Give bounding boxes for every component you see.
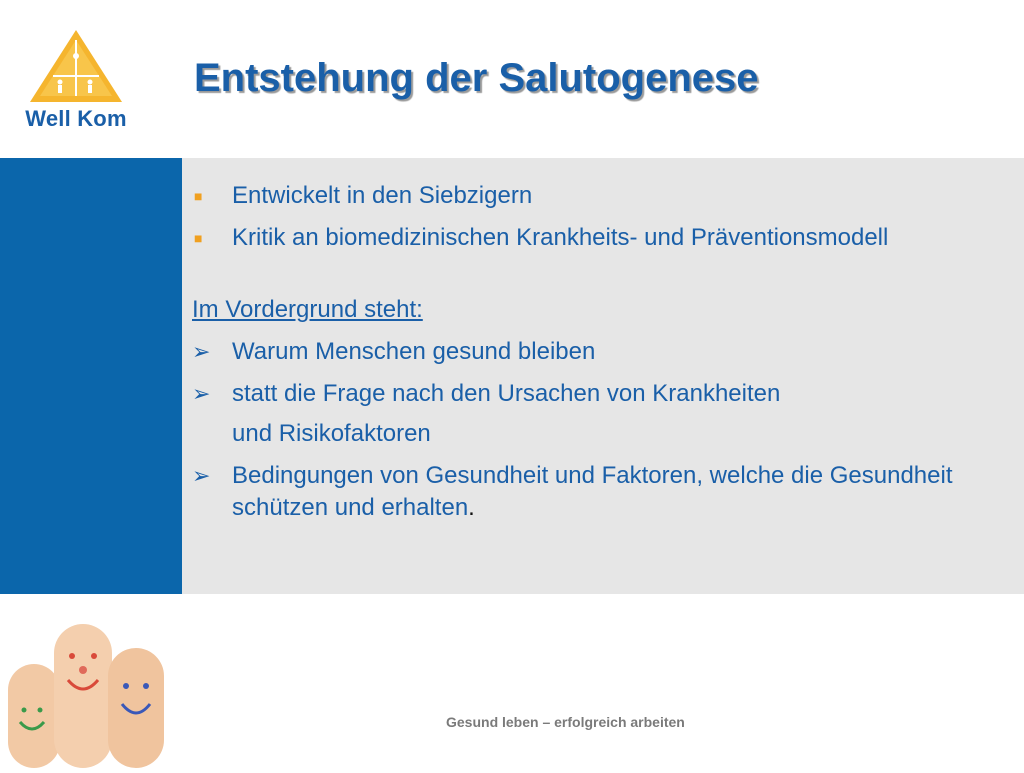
finger-faces-image <box>0 612 190 768</box>
well-kom-logo <box>14 28 138 132</box>
arrow-bullet-icon: ➢ <box>192 463 211 488</box>
arrow-bullet-icon: ➢ <box>192 381 211 406</box>
slide-content <box>192 180 1002 524</box>
bullet-text: Kritik an biomedizinischen Krankheits- und Präventionsmodell <box>232 224 889 251</box>
arrow-item-text: Warum Menschen gesund bleiben <box>232 338 596 365</box>
side-bar <box>0 158 182 594</box>
finger-faces-icon <box>0 612 190 768</box>
arrow-item-continuation: und Risikofaktoren <box>232 420 431 447</box>
subheading: Im Vordergrund steht: <box>192 296 423 323</box>
footer-text: Gesund leben – erfolgreich arbeiten <box>446 714 685 730</box>
bullet-text: Entwickelt in den Siebzigern <box>232 182 533 209</box>
arrow-bullet-icon: ➢ <box>192 339 211 364</box>
arrow-item-text: statt die Frage nach den Ursachen von Krankheiten <box>232 380 781 407</box>
bullet-item <box>192 180 1002 212</box>
slide-title: Entstehung der Salutogenese <box>194 56 759 100</box>
arrow-item <box>192 460 1002 524</box>
arrow-item <box>192 336 1002 368</box>
bullet-item <box>192 222 1002 254</box>
logo-text: Well Kom <box>25 106 127 131</box>
arrow-item <box>192 378 1002 410</box>
square-bullet-icon: ■ <box>194 230 203 246</box>
trailing-period: . <box>468 494 475 521</box>
triangle-logo-icon <box>26 28 126 106</box>
arrow-item-text: Bedingungen von Gesundheit und Faktoren, welche die Gesundheit schützen und erhalten <box>232 462 953 521</box>
square-bullet-icon: ■ <box>194 188 203 204</box>
